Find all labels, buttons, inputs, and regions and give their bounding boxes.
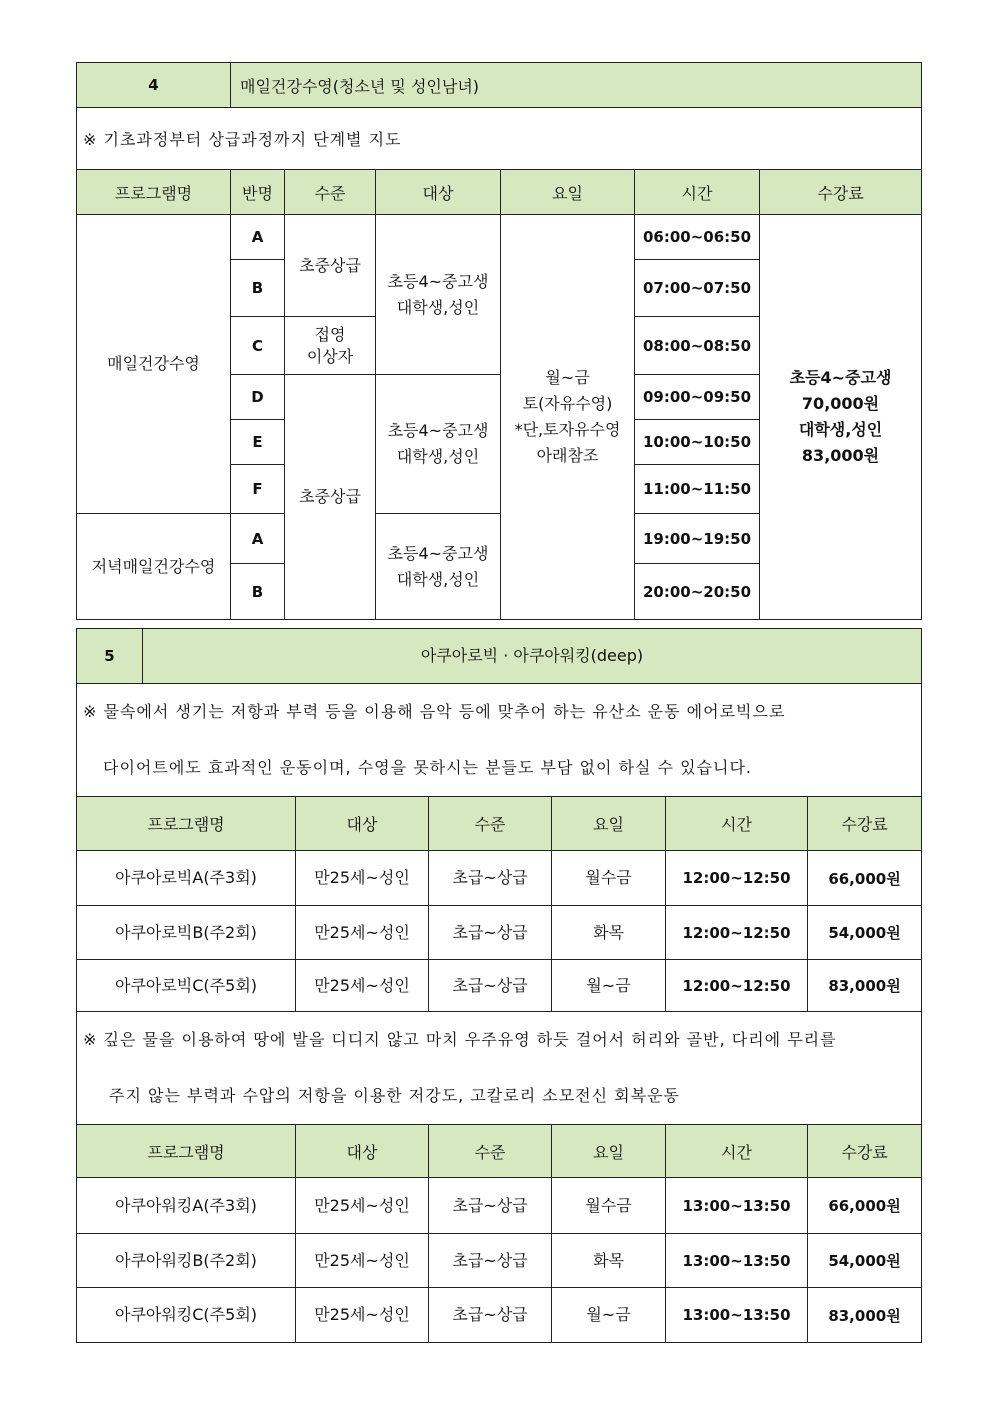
header-fee: 수강료 [760, 170, 922, 215]
program-evening-swim: 저녁매일건강수영 [77, 514, 231, 620]
time-cell: 07:00~07:50 [635, 260, 760, 317]
time-cell: 10:00~10:50 [635, 420, 760, 465]
header-level: 수준 [285, 170, 376, 215]
time-cell: 20:00~20:50 [635, 564, 760, 620]
fee-cell: 66,000원 [808, 1178, 922, 1234]
table-row [77, 851, 922, 906]
header-time: 시간 [666, 797, 808, 851]
table-row [77, 960, 922, 1012]
target-cell: 만25세~성인 [296, 1178, 429, 1234]
fee-cell: 83,000원 [808, 1288, 922, 1343]
table-row [77, 1178, 922, 1234]
table-row [77, 906, 922, 960]
target-cell: 만25세~성인 [296, 1234, 429, 1288]
days-cell: 월수금 [552, 851, 666, 906]
target-cell: 초등4~중고생 대학생,성인 [376, 514, 501, 620]
days-cell: 화목 [552, 1234, 666, 1288]
walking-note-line1: ※ 깊은 물을 이용하여 땅에 발을 디디지 않고 마치 우주유영 하듯 걸어서 허리와 골반, 다리에 무리를 [83, 1030, 837, 1049]
class-cell: F [231, 465, 285, 514]
program-daily-swim: 매일건강수영 [77, 215, 231, 514]
days-cell: 월~금 토(자유수영) *단,토자유수영 아래참조 [501, 215, 635, 620]
target-cell: 만25세~성인 [296, 1288, 429, 1343]
time-cell: 19:00~19:50 [635, 514, 760, 564]
header-program: 프로그램명 [77, 1125, 296, 1178]
section4-note: ※ 기초과정부터 상급과정까지 단계별 지도 [77, 108, 922, 170]
time-cell: 13:00~13:50 [666, 1178, 808, 1234]
fee-cell: 83,000원 [808, 960, 922, 1012]
target-cell: 초등4~중고생 대학생,성인 [376, 215, 501, 375]
header-time: 시간 [666, 1125, 808, 1178]
time-cell: 13:00~13:50 [666, 1234, 808, 1288]
days-cell: 월~금 [552, 1288, 666, 1343]
header-target: 대상 [376, 170, 501, 215]
walking-note-line2: 주지 않는 부력과 수압의 저항을 이용한 저강도, 고칼로리 소모전신 회복운동 [109, 1086, 680, 1105]
aerobic-note-line2: 다이어트에도 효과적인 운동이며, 수영을 못하시는 분들도 부담 없이 하실 수 있습니다. [103, 758, 752, 777]
section5-title: 아쿠아로빅 · 아쿠아워킹(deep) [143, 629, 922, 684]
header-level: 수준 [429, 1125, 552, 1178]
target-cell: 만25세~성인 [296, 960, 429, 1012]
days-cell: 월수금 [552, 1178, 666, 1234]
section5-table [76, 628, 922, 1343]
fee-cell: 66,000원 [808, 851, 922, 906]
header-target: 대상 [296, 1125, 429, 1178]
time-cell: 09:00~09:50 [635, 375, 760, 420]
fee-cell: 54,000원 [808, 1234, 922, 1288]
level-cell: 초급~상급 [429, 1288, 552, 1343]
aerobic-note-line1: ※ 물속에서 생기는 저항과 부력 등을 이용해 음악 등에 맞추어 하는 유산소 운동 에어로빅으로 [83, 702, 786, 721]
class-cell: B [231, 564, 285, 620]
header-time: 시간 [635, 170, 760, 215]
level-cell: 초급~상급 [429, 906, 552, 960]
program-cell: 아쿠아로빅A(주3회) [77, 851, 296, 906]
class-cell: B [231, 260, 285, 317]
time-cell: 13:00~13:50 [666, 1288, 808, 1343]
section5-number: 5 [77, 629, 143, 684]
days-cell: 화목 [552, 906, 666, 960]
program-cell: 아쿠아워킹A(주3회) [77, 1178, 296, 1234]
aerobic-description [77, 684, 922, 797]
level-cell: 초중상급 [285, 375, 376, 620]
header-days: 요일 [552, 1125, 666, 1178]
header-level: 수준 [429, 797, 552, 851]
time-cell: 12:00~12:50 [666, 960, 808, 1012]
header-class: 반명 [231, 170, 285, 215]
time-cell: 11:00~11:50 [635, 465, 760, 514]
time-cell: 08:00~08:50 [635, 317, 760, 375]
target-cell: 만25세~성인 [296, 851, 429, 906]
header-program: 프로그램명 [77, 170, 231, 215]
class-cell: E [231, 420, 285, 465]
level-cell: 접영 이상자 [285, 317, 376, 375]
fee-cell: 54,000원 [808, 906, 922, 960]
program-cell: 아쿠아로빅B(주2회) [77, 906, 296, 960]
target-cell: 만25세~성인 [296, 906, 429, 960]
level-cell: 초중상급 [285, 215, 376, 317]
level-cell: 초급~상급 [429, 1234, 552, 1288]
header-target: 대상 [296, 797, 429, 851]
header-fee: 수강료 [808, 797, 922, 851]
time-cell: 12:00~12:50 [666, 906, 808, 960]
time-cell: 06:00~06:50 [635, 215, 760, 260]
class-cell: D [231, 375, 285, 420]
class-cell: A [231, 215, 285, 260]
header-days: 요일 [552, 797, 666, 851]
section4-number: 4 [77, 63, 231, 108]
table-row [77, 1234, 922, 1288]
class-cell: C [231, 317, 285, 375]
fee-cell: 초등4~중고생 70,000원 대학생,성인 83,000원 [760, 215, 922, 620]
header-program: 프로그램명 [77, 797, 296, 851]
section4-title: 매일건강수영(청소년 및 성인남녀) [231, 63, 922, 108]
program-cell: 아쿠아워킹C(주5회) [77, 1288, 296, 1343]
level-cell: 초급~상급 [429, 851, 552, 906]
section4-table [76, 62, 922, 620]
header-days: 요일 [501, 170, 635, 215]
header-fee: 수강료 [808, 1125, 922, 1178]
level-cell: 초급~상급 [429, 1178, 552, 1234]
walking-description [77, 1012, 922, 1125]
table-row [77, 1288, 922, 1343]
time-cell: 12:00~12:50 [666, 851, 808, 906]
days-cell: 월~금 [552, 960, 666, 1012]
level-cell: 초급~상급 [429, 960, 552, 1012]
target-cell: 초등4~중고생 대학생,성인 [376, 375, 501, 514]
program-cell: 아쿠아로빅C(주5회) [77, 960, 296, 1012]
program-cell: 아쿠아워킹B(주2회) [77, 1234, 296, 1288]
class-cell: A [231, 514, 285, 564]
